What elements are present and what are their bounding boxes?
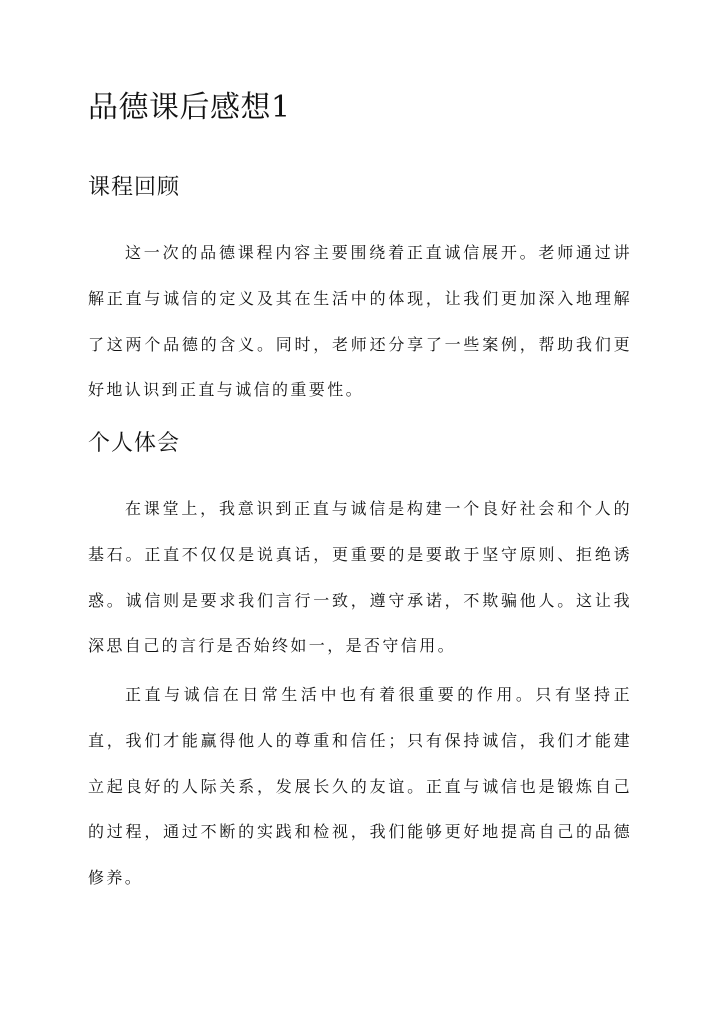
course-review-heading: 课程回顾 (88, 175, 181, 200)
personal-reflection-heading: 个人体会 (88, 431, 181, 456)
course-review-paragraph: 这一次的品德课程内容主要围绕着正直诚信展开。老师通过讲解正直与诚信的定义及其在生活中的体现，让我们更加深入地理解了这两个品德的含义。同时，老师还分享了一些案例，帮助我们更好地认识到正直与诚信的重要性。 (88, 243, 632, 400)
document-title: 品德课后感想1 (88, 90, 291, 125)
personal-reflection-paragraph-2: 正直与诚信在日常生活中也有着很重要的作用。只有坚持正直，我们才能赢得他人的尊重和信任；只有保持诚信，我们才能建立起良好的人际关系，发展长久的友谊。正直与诚信也是锻炼自己的过程，通过不断的实践和检视，我们能够更好地提高自己的品德修养。 (88, 685, 632, 888)
personal-reflection-paragraph-1: 在课堂上，我意识到正直与诚信是构建一个良好社会和个人的基石。正直不仅仅是说真话，更重要的是要敢于坚守原则、拒绝诱惑。诚信则是要求我们言行一致，遵守承诺，不欺骗他人。这让我深思自己的言行是否始终如一，是否守信用。 (88, 499, 632, 656)
